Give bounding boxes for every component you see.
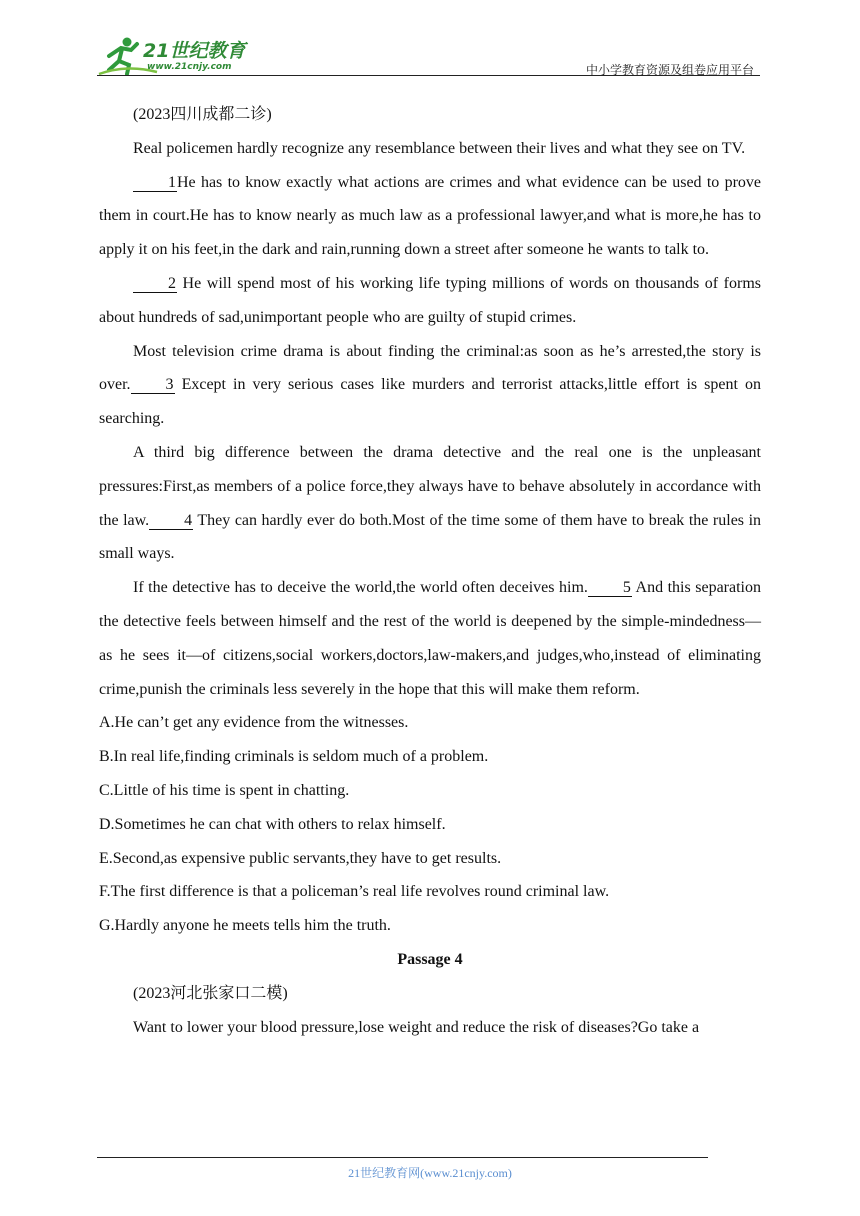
passage3-paragraph-6 [99, 571, 761, 706]
passage3-paragraph-5 [99, 436, 761, 571]
passage3-paragraph-3 [99, 267, 761, 335]
paragraph-5-text-a: A third big difference between the drama detective and the real one is the unpleasant pressures:First,as members of a police force,they always have to behave absolutely in accordance with the law. [99, 443, 761, 529]
option-b: B.In real life,finding criminals is seldom much of a problem. [99, 748, 489, 766]
passage4-source: (2023河北张家口二模) [133, 984, 288, 1002]
page-header [97, 34, 760, 78]
page-footer[interactable]: 21世纪教育网(www.21cnjy.com) [348, 1166, 512, 1180]
option-e: E.Second,as expensive public servants,they have to get results. [99, 849, 502, 867]
document-body [99, 98, 761, 1044]
option-d: D.Sometimes he can chat with others to relax himself. [99, 815, 446, 833]
logo-title: 21世纪教育 [143, 40, 246, 62]
paragraph-2-text: He has to know exactly what actions are crimes and what evidence can be used to prove them in court.He has to know nearly as much law as a professional lawyer,and what is more,he has to apply it on his feet,in the dark and rain,running down a street after someone he wants to talk to. [99, 173, 761, 259]
paragraph-4-text-b: Except in very serious cases like murders and terrorist attacks,little effort is spent on searching. [99, 376, 761, 428]
blank-5[interactable]: 5 [588, 579, 632, 597]
option-a: A.He can’t get any evidence from the witnesses. [99, 714, 409, 732]
paragraph-3-text: He will spend most of his working life typing millions of words on thousands of forms about hundreds of sad,unimportant people who are guilty of stupid crimes. [99, 274, 761, 326]
paragraph-5-text-b: They can hardly ever do both.Most of the time some of them have to break the rules in small ways. [99, 511, 762, 563]
passage3-paragraph-2 [99, 166, 761, 267]
header-divider [97, 75, 760, 76]
passage4-paragraph-1: Want to lower your blood pressure,lose weight and reduce the risk of diseases?Go take a [133, 1018, 700, 1036]
paragraph-4-text-a: Most television crime drama is about finding the criminal:as soon as he’s arrested,the story is over. [99, 342, 761, 394]
platform-name: 中小学教育资源及组卷应用平台 [585, 63, 754, 77]
blank-1[interactable]: 1 [133, 174, 177, 192]
passage3-source: (2023四川成都二诊) [133, 106, 272, 123]
passage3-paragraph-1: Real policemen hardly recognize any resemblance between their lives and what they see on TV. [133, 139, 746, 157]
option-g: G.Hardly anyone he meets tells him the truth. [99, 917, 391, 935]
blank-2[interactable]: 2 [133, 275, 177, 293]
option-c: C.Little of his time is spent in chatting. [99, 781, 350, 799]
footer-divider [97, 1157, 708, 1158]
option-f: F.The first difference is that a policeman’s real life revolves round criminal law. [99, 883, 610, 901]
passage4-title: Passage 4 [397, 950, 463, 968]
site-logo[interactable] [97, 34, 257, 78]
logo-url: www.21cnjy.com [147, 62, 232, 72]
passage3-paragraph-4 [99, 335, 761, 436]
paragraph-6-text-a: If the detective has to deceive the world,the world often deceives him. [133, 579, 588, 597]
blank-3[interactable]: 3 [131, 376, 175, 394]
blank-4[interactable]: 4 [149, 512, 193, 530]
paragraph-6-text-b: And this separation the detective feels between himself and the rest of the world is deepened by the simple-mindedness—as he sees it—of citizens,social workers,doctors,law-makers,and judges,who,instead of eliminating crime,punish the criminals less severely in the hope that this will make them reform. [99, 579, 761, 698]
